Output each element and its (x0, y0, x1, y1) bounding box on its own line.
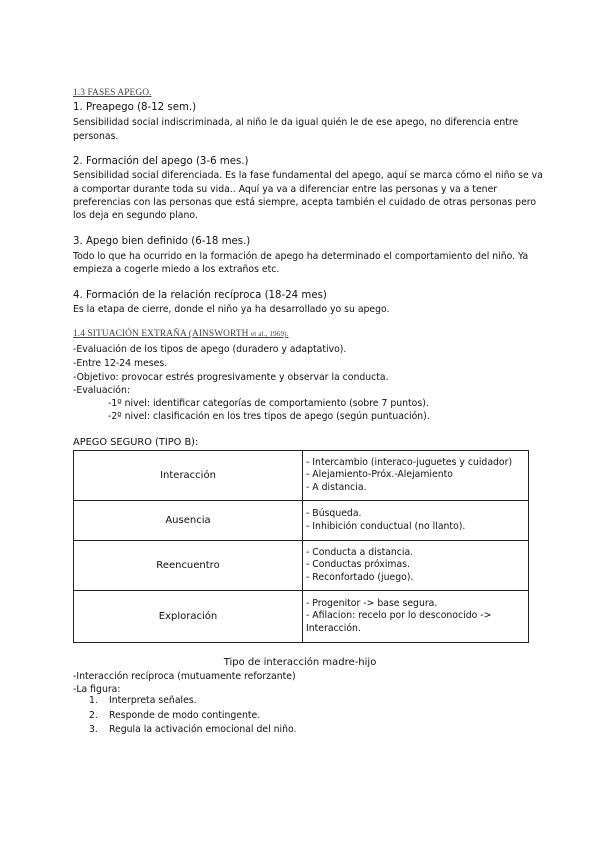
row-items (303, 541, 529, 591)
phase-heading: 4. Formación de la relación recíproca (18-24 mes) (73, 290, 327, 301)
list-number: 3. (89, 724, 98, 736)
row-label: Reencuentro (74, 541, 303, 591)
list-text: Interpreta señales. (109, 695, 197, 706)
section-title-situacion-extrana (73, 328, 289, 341)
phase-text: preferencias con las personas que está siempre, acepta también el cuidado de otras personas pero (73, 197, 537, 208)
row-item: - Búsqueda. (306, 508, 362, 519)
phase-text: Todo lo que ha ocurrido en la formación de apego ha determinado el comportamiento del niño. Ya (73, 251, 529, 262)
table-row (74, 541, 529, 591)
phase-text: a comportar durante toda su vida.. Aquí ya va a diferenciar entre las personas y va a tener (73, 184, 498, 195)
sub-bullet-text: -1º nivel: identificar categorías de comportamiento (sobre 7 puntos). (108, 398, 429, 409)
phase-text: los deja en segundo plano. (73, 210, 198, 221)
row-item: - Conducta a distancia. (306, 546, 414, 558)
row-items (303, 591, 529, 643)
bullet-text: -Evaluación: (73, 385, 131, 396)
table-row (74, 591, 529, 643)
row-item: - Alejamiento-Próx.-Alejamiento (306, 469, 453, 481)
sub-bullet-text: -2º nivel: clasificación en los tres tipos de apego (según puntuación). (108, 411, 430, 422)
interaction-text: -Interacción recíproca (mutuamente reforzante) (73, 671, 296, 682)
bullet-text: -Objetivo: provocar estrés progresivamente y observar la conducta. (73, 372, 389, 383)
row-label: Interacción (74, 451, 303, 501)
row-item: - Conductas próximas. (306, 559, 410, 571)
list-number: 1. (89, 695, 98, 706)
row-item: - Inhibición conductual (no llanto). (306, 520, 466, 532)
row-item: Interacción. (306, 622, 361, 634)
bullet-text: -Evaluación de los tipos de apego (duradero y adaptativo). (73, 344, 347, 355)
row-items (303, 451, 529, 501)
phase-text: Es la etapa de cierre, donde el niño ya ha desarrollado yo su apego. (73, 304, 390, 315)
phase-text: Sensibilidad social diferenciada. Es la fase fundamental del apego, aquí se marca cómo el niño se va (73, 170, 543, 181)
list-number: 2. (89, 709, 98, 721)
figura-list (73, 694, 296, 738)
row-item: - Reconfortado (juego). (306, 571, 414, 583)
phase-heading: 3. Apego bien definido (6-18 mes.) (73, 236, 251, 247)
row-item: - Afilacion: recelo por lo desconocido -> (306, 610, 492, 622)
list-item (73, 694, 296, 709)
section-title-citation: et al., 1969). (251, 330, 289, 338)
row-item: - A distancia. (306, 481, 367, 493)
phase-text: personas. (73, 131, 119, 142)
list-text: Regula la activación emocional del niño. (109, 724, 297, 736)
section-title-fases-apego: 1.3 FASES APEGO. (73, 88, 152, 98)
list-text: Responde de modo contingente. (109, 709, 261, 721)
list-item (73, 709, 296, 724)
list-item (73, 723, 296, 738)
apego-seguro-table (73, 450, 529, 643)
bullet-text: -Entre 12-24 meses. (73, 358, 168, 369)
row-items (303, 501, 529, 541)
row-label: Exploración (74, 591, 303, 643)
table-caption: APEGO SEGURO (TIPO B): (73, 437, 199, 448)
table-row (74, 501, 529, 541)
section-title-main: 1.4 SITUACIÓN EXTRAÑA (AINSWORTH (73, 329, 251, 339)
phase-text: empieza a cogerle miedo a los extraños etc. (73, 264, 280, 275)
row-item: - Progenitor -> base segura. (306, 597, 438, 609)
phase-heading: 1. Preapego (8-12 sem.) (73, 102, 197, 113)
interaction-text: -La figura: (73, 684, 121, 695)
row-item: - Intercambio (interaco-juguetes y cuidador) (306, 456, 513, 468)
phase-text: Sensibilidad social indiscriminada, al niño le da igual quién le de ese apego, no diferencia entre (73, 117, 519, 128)
phase-heading: 2. Formación del apego (3-6 mes.) (73, 156, 249, 167)
interaction-title: Tipo de interacción madre-hijo (223, 657, 377, 668)
row-label: Ausencia (74, 501, 303, 541)
table-row (74, 451, 529, 501)
